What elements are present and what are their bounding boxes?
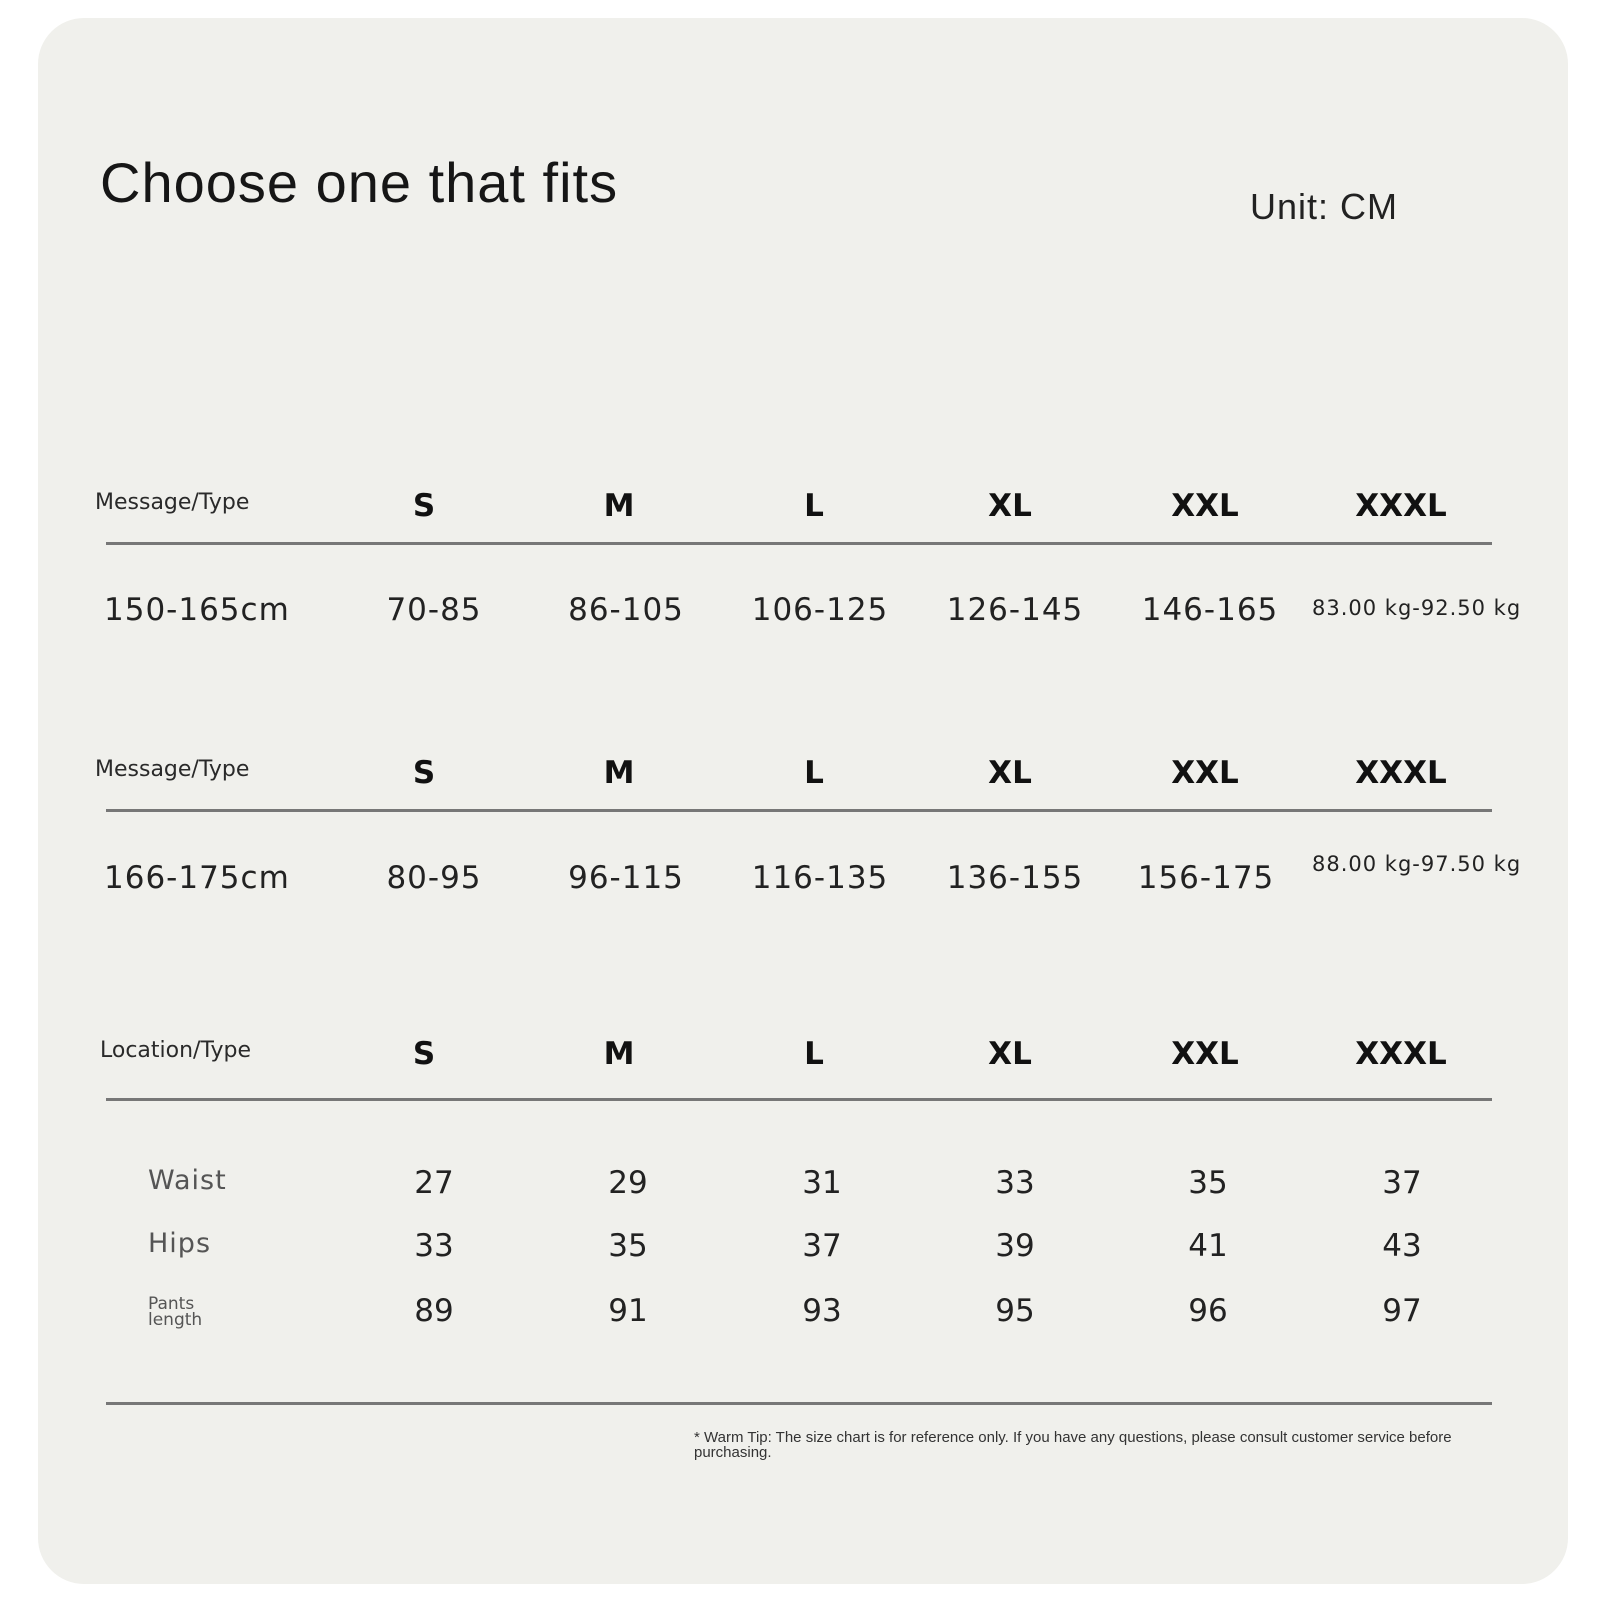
size-xl: XL [988, 1036, 1032, 1072]
size-xxl: XXL [1171, 755, 1239, 791]
value-m: 86-105 [568, 592, 684, 628]
value-l: 106-125 [751, 592, 889, 628]
size-l: L [804, 488, 824, 524]
size-chart-card [38, 18, 1568, 1584]
size-l: L [804, 755, 824, 791]
value-l: 31 [802, 1165, 842, 1201]
value-l: 116-135 [751, 860, 889, 896]
height-range: 150-165cm [104, 592, 290, 628]
value-xxxl: 97 [1382, 1293, 1422, 1329]
size-xl: XL [988, 488, 1032, 524]
header-label: Location/Type [100, 1038, 251, 1063]
value-xxl: 96 [1188, 1293, 1228, 1329]
weight-range: 83.00 kg-92.50 kg [1312, 596, 1522, 620]
value-s: 89 [414, 1293, 454, 1329]
warm-tip: * Warm Tip: The size chart is for reference only. If you have any questions, please consult customer service before purchasing. [694, 1429, 1452, 1461]
value-m: 91 [608, 1293, 648, 1329]
value-m: 29 [608, 1165, 648, 1201]
value-xxl: 156-175 [1137, 860, 1275, 896]
value-xl: 33 [995, 1165, 1035, 1201]
size-l: L [804, 1036, 824, 1072]
value-s: 70-85 [386, 592, 482, 628]
divider [106, 809, 1492, 812]
value-l: 93 [802, 1293, 842, 1329]
size-m: M [603, 755, 635, 791]
divider [106, 1402, 1492, 1405]
value-m: 96-115 [568, 860, 684, 896]
value-s: 27 [414, 1165, 454, 1201]
size-s: S [412, 755, 436, 791]
row-label: Pants length [148, 1294, 203, 1330]
value-s: 33 [414, 1228, 454, 1264]
size-s: S [412, 488, 436, 524]
value-m: 35 [608, 1228, 648, 1264]
size-xxxl: XXXL [1355, 1036, 1447, 1072]
value-xxl: 35 [1188, 1165, 1228, 1201]
value-xl: 136-155 [946, 860, 1084, 896]
value-xxxl: 43 [1382, 1228, 1422, 1264]
row-label: Waist [148, 1165, 227, 1196]
divider [106, 1098, 1492, 1101]
value-xl: 39 [995, 1228, 1035, 1264]
divider [106, 542, 1492, 545]
weight-range: 88.00 kg-97.50 kg [1312, 852, 1522, 876]
unit-label: Unit: CM [1250, 186, 1399, 227]
size-xl: XL [988, 755, 1032, 791]
value-l: 37 [802, 1228, 842, 1264]
header-label: Message/Type [95, 757, 250, 782]
value-s: 80-95 [386, 860, 482, 896]
size-s: S [412, 1036, 436, 1072]
value-xl: 126-145 [946, 592, 1084, 628]
row-label: Hips [148, 1228, 212, 1259]
size-m: M [603, 1036, 635, 1072]
page-title: Choose one that fits [100, 151, 619, 214]
size-xxxl: XXXL [1355, 488, 1447, 524]
header-label: Message/Type [95, 490, 250, 515]
size-xxl: XXL [1171, 1036, 1239, 1072]
value-xxxl: 37 [1382, 1165, 1422, 1201]
value-xxl: 41 [1188, 1228, 1228, 1264]
size-xxxl: XXXL [1355, 755, 1447, 791]
value-xl: 95 [995, 1293, 1035, 1329]
size-xxl: XXL [1171, 488, 1239, 524]
height-range: 166-175cm [104, 860, 290, 896]
size-m: M [603, 488, 635, 524]
value-xxl: 146-165 [1141, 592, 1279, 628]
